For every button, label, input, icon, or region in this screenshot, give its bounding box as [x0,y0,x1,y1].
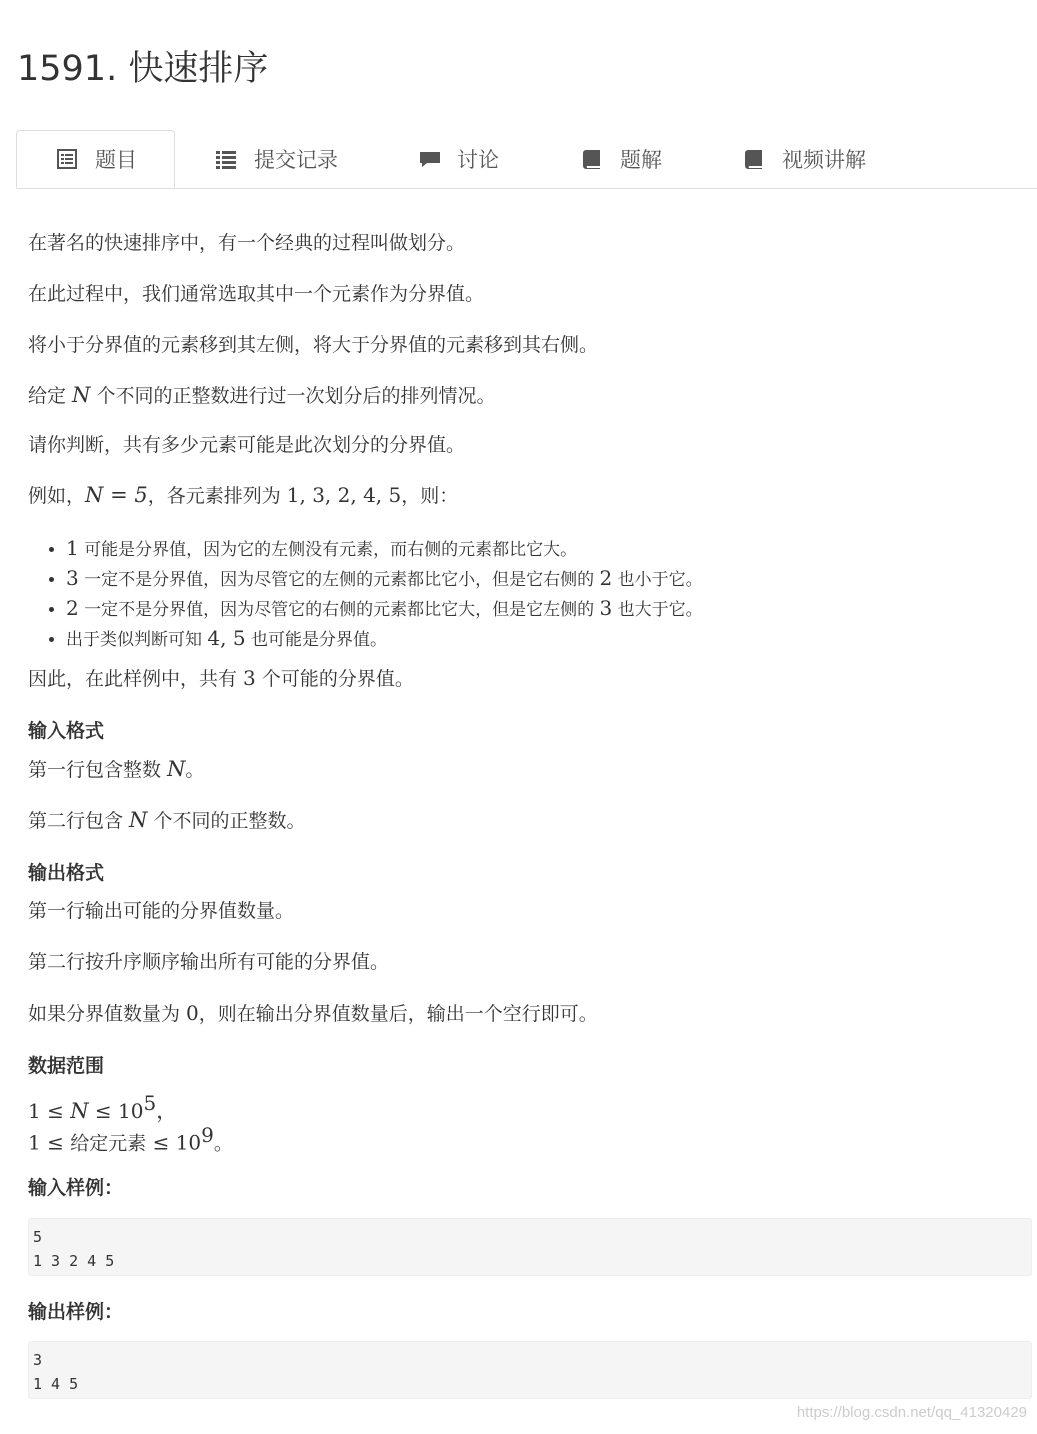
paragraph: 请你判断，共有多少元素可能是此次划分的分界值。 [28,434,466,456]
section-heading: 输出格式 [28,862,105,884]
tab-submissions[interactable] [216,130,338,188]
book-icon [582,149,602,169]
text: 个不同的正整数进行过一次划分后的排列情况。 [90,385,496,407]
list-icon [216,149,236,169]
list-item: • 2 一定不是分界值，因为尽管它的右侧的元素都比它大，但是它左侧的 3 也大于它。 [66,594,703,624]
paragraph: 第一行输出可能的分界值数量。 [28,900,295,922]
range-line: $1 \le N \le 10^5$， [28,1091,178,1123]
tab-label: 题解 [620,148,662,172]
section-heading: 数据范围 [28,1055,105,1077]
list-item: • 1 可能是分界值，因为它的左侧没有元素，而右侧的元素都比它大。 [66,534,703,564]
tab-label: 讨论 [457,148,499,172]
text: ，则： [401,485,459,507]
list-item: • 3 一定不是分界值，因为尽管它的左侧的元素都比它小，但是它右侧的 2 也小于它。 [66,564,703,594]
tab-label: 题目 [95,148,137,172]
paragraph [28,382,495,409]
text: 给定 [28,385,73,407]
tab-label: 视频讲解 [782,148,866,172]
paragraph: 第一行包含整数 N。 [28,757,205,781]
paragraph: 在著名的快速排序中，有一个经典的过程叫做划分。 [28,232,466,254]
text: 例如， [28,485,86,507]
comment-icon [419,149,439,169]
document-list-icon [57,149,77,169]
page-title: 1591. 快速排序 [17,49,269,89]
paragraph: 因此，在此样例中，共有 3 个可能的分界值。 [28,666,414,690]
section-heading: 输入样例： [28,1177,124,1199]
text: ，各元素排列为 [147,485,287,507]
sample-output-code[interactable]: 3 1 4 5 [28,1341,1032,1399]
math-expr: N = 5 [85,483,148,507]
list-item: • 出于类似判断可知 4, 5 也可能是分界值。 [66,624,703,654]
paragraph: 将小于分界值的元素移到其左侧，将大于分界值的元素移到其右侧。 [28,334,599,356]
example-bullets [28,534,703,654]
math-seq: 1, 3, 2, 4, 5 [286,483,402,507]
tab-video[interactable] [744,130,866,188]
range-line: 1 ≤ 给定元素 ≤ $10^9$。 [28,1123,233,1155]
paragraph: 第二行按升序顺序输出所有可能的分界值。 [28,951,390,973]
section-heading: 输入格式 [28,720,105,742]
tab-solutions[interactable] [582,130,662,188]
paragraph: 如果分界值数量为 0，则在输出分界值数量后，输出一个空行即可。 [28,1001,598,1025]
section-heading: 输出样例： [28,1301,124,1323]
paragraph [28,482,458,509]
sample-input-code[interactable]: 5 1 3 2 4 5 [28,1218,1032,1276]
tab-problem[interactable] [16,130,175,188]
book-icon [744,149,764,169]
tab-label: 提交记录 [254,148,338,172]
watermark: https://blog.csdn.net/qq_41320429 [796,1404,1027,1421]
paragraph: 在此过程中，我们通常选取其中一个元素作为分界值。 [28,283,485,305]
paragraph: 第二行包含 N 个不同的正整数。 [28,808,306,832]
tab-bar [16,130,1037,189]
tab-discussion[interactable] [419,130,499,188]
math-var: N [72,383,91,407]
